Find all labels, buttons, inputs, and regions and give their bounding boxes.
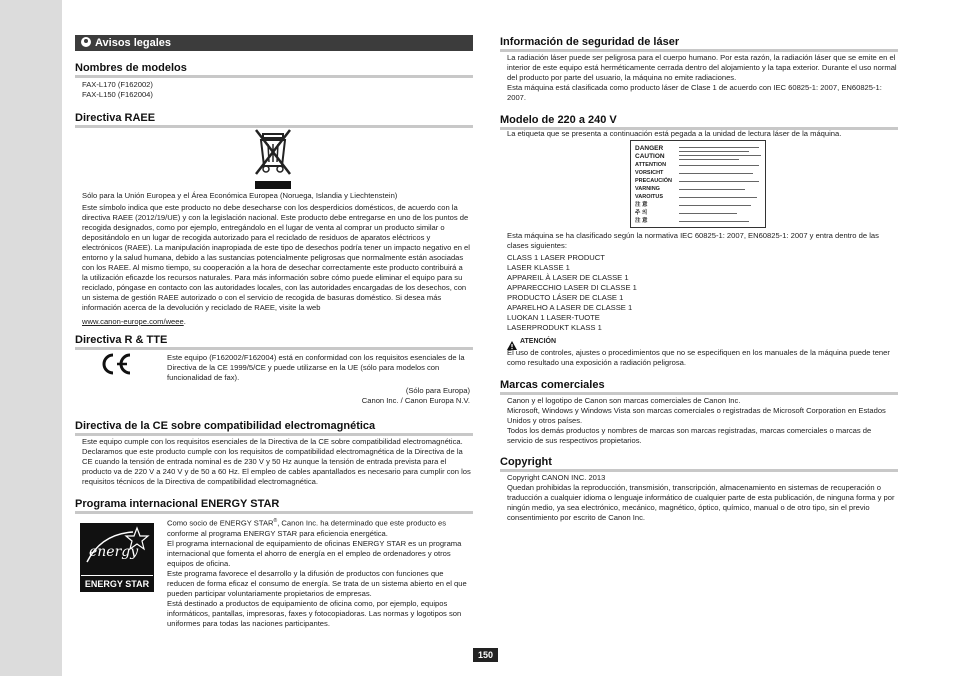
model-line: FAX-L150 (F162004): [82, 90, 153, 99]
laser-class-item: LUOKAN 1 LASER-TUOTE: [507, 313, 600, 322]
energy-p2: El programa internacional de equipamiento de oficinas ENERGY STAR es un programa internacional que fomenta el ahorro de energía en el empleo de ordenadores y otros equipos de oficina.: [167, 538, 462, 568]
label-row: VARNING: [635, 186, 660, 192]
rtte-note-company: Canon Inc. / Canon Europa N.V.: [361, 396, 470, 405]
energy-body: [167, 516, 473, 629]
model-line: FAX-L170 (F162002): [82, 80, 153, 89]
label-row: DANGER: [635, 145, 664, 152]
copyright-body: [507, 473, 897, 523]
rtte-body: Este equipo (F162002/F162004) está en conformidad con los requisitos esenciales de la Directiva de la CE 1999/5/CE y puede utilizarse en la UE (sólo para modelos con funcionalidad de fax).: [167, 353, 465, 382]
section-banner: [75, 35, 473, 51]
trademarks-p2: Microsoft, Windows y Windows Vista son marcas comerciales o registradas de Microsoft Corporation en Estados Unidos y otros países.: [507, 406, 886, 425]
energy-logo-script: energy: [89, 544, 139, 560]
energy-logo-text: ENERGY STAR: [81, 575, 153, 589]
gear-icon: [81, 37, 91, 47]
weee-link[interactable]: www.canon-europe.com/weee: [82, 317, 184, 326]
label-row: 注 意: [635, 218, 648, 224]
laser-class-item: APPARECCHIO LASER DI CLASSE 1: [507, 283, 637, 292]
laser-class-item: CLASS 1 LASER PRODUCT: [507, 253, 605, 262]
label-row: 주 의: [635, 210, 648, 216]
laser-class-item: LASER KLASSE 1: [507, 263, 570, 272]
label-row: ATTENTION: [635, 162, 667, 168]
laser-heading: Información de seguridad de láser: [500, 36, 898, 52]
weee-heading: Directiva RAEE: [75, 112, 473, 128]
model220-classified: Esta máquina se ha clasificado según la normativa IEC 60825-1: 2007, EN60825-1: 2007 y entra dentro de las clases siguientes:: [507, 231, 879, 250]
rtte-heading: Directiva R & TTE: [75, 334, 473, 350]
energy-p1a: Como socio de ENERGY STAR: [167, 518, 274, 528]
copyright-p2: Quedan prohibidas la reproducción, transmisión, transcripción, almacenamiento en sistemas de recuperación o traducción a cualquier idioma o lenguaje informático de cualquier parte de esta publicación, de ninguna forma y por ningún medio, ya sea electrónico, mecánico, magnético, óptico, químico, manual o de otro tipo, sin el previo consentimiento por escrito de Canon Inc.: [507, 483, 895, 522]
page-number: 150: [473, 648, 498, 662]
weee-link-suffix: .: [183, 317, 186, 326]
label-row: VAROITUS: [635, 194, 664, 200]
page-margin-strip: [0, 0, 62, 676]
emc-heading: Directiva de la CE sobre compatibilidad electromagnética: [75, 420, 473, 436]
copyright-p1: Copyright CANON INC. 2013: [507, 473, 606, 482]
model220-intro: La etiqueta que se presenta a continuación está pegada a la unidad de lectura láser de la máquina.: [507, 129, 842, 138]
energy-heading: Programa internacional ENERGY STAR: [75, 498, 473, 514]
crossed-out-bin-icon: [252, 126, 294, 190]
laser-p2: Esta máquina está clasificada como producto láser de Clase 1 de acuerdo con IEC 60825-1: 2007, EN60825-1: 2007.: [507, 83, 882, 102]
warning-triangle-icon: [507, 337, 517, 346]
trademarks-p1: Canon y el logotipo de Canon son marcas comerciales de Canon Inc.: [507, 396, 741, 405]
laser-class-item: LASERPRODUKT KLASS 1: [507, 323, 602, 332]
rtte-note-region: (Sólo para Europa): [405, 386, 470, 395]
caution-body: El uso de controles, ajustes o procedimientos que no se especifiquen en los manuales de la máquina puede tener como resultado una exposición a radiación peligrosa.: [507, 348, 890, 367]
trademarks-body: [507, 396, 897, 446]
energy-p3: Este programa favorece el desarrollo y la difusión de productos con funciones que reducen de forma eficaz el consumo de energía. Se trata de un sistema abierto en el que pueden participar voluntariamente propietarios de empresas.: [167, 568, 467, 598]
label-row: VORSICHT: [635, 170, 664, 176]
energy-p1-sup: ®: [273, 518, 278, 524]
trademarks-heading: Marcas comerciales: [500, 379, 898, 395]
label-row: PRECAUCIÓN: [635, 178, 672, 184]
laser-class-item: PRODUCTO LÁSER DE CLASE 1: [507, 293, 624, 302]
weee-intro: Sólo para la Unión Europea y el Área Económica Europea (Noruega, Islandia y Liechtenstein): [82, 191, 398, 200]
weee-body: [82, 203, 470, 327]
energy-p4: Está destinado a productos de equipamiento de oficina como, por ejemplo, equipos informáticos, pantallas, impresoras, faxes y fotocopiadoras. Las normas y logotipos son uniformes para todas las naciones participantes.: [167, 598, 462, 628]
trademarks-p3: Todos los demás productos y nombres de marcas son marcas registradas, marcas comerciales o marcas de servicio de sus respectivos propietarios.: [507, 426, 872, 445]
laser-class-list: [507, 253, 897, 333]
models-heading: Nombres de modelos: [75, 62, 473, 78]
ce-mark-icon: [98, 352, 132, 376]
laser-p1: La radiación láser puede ser peligrosa para el cuerpo humano. Por esta razón, la radiación láser que se emite en el interior de este equipo está herméticamente cerrada dentro del alojamiento y la tapa exterior. Durante el uso normal del producto por parte del usuario, la máquina no emite radiaciones.: [507, 53, 897, 82]
copyright-heading: Copyright: [500, 456, 898, 472]
laser-class-item: APARELHO A LASER DE CLASSE 1: [507, 303, 633, 312]
emc-body: Este equipo cumple con los requisitos esenciales de la Directiva de la CE sobre compatibilidad electromagnética. Declaramos que este producto cumple con los requisitos de compatibilidad electromagnética de la Directiva de la CE cuando la tensión de entrada nominal es de 230 V y 50 Hz aunque la tensión de entrada prevista para el producto va de 220 V a 240 V y de 50 a 60 Hz. El empleo de cables apantallados es necesario para cumplir con los requisitos técnicos de la Directiva de compatibilidad electromagnética.: [82, 437, 471, 486]
energy-p1b: , Canon Inc. ha determinado que este producto es conforme al programa ENERGY STAR para eficiencia energética.: [167, 518, 447, 538]
models-list: [82, 80, 462, 100]
label-row: CAUTION: [635, 153, 665, 160]
label-row: 注 意: [635, 202, 648, 208]
laser-class-item: APPAREIL À LASER DE CLASSE 1: [507, 273, 629, 282]
laser-body: [507, 53, 897, 103]
caution-title: ATENCIÓN: [520, 338, 557, 345]
energy-star-logo: [80, 523, 154, 592]
model220-heading: Modelo de 220 a 240 V: [500, 114, 898, 130]
weee-body-text: Este símbolo indica que este producto no debe desecharse con los desperdicios domésticos, de acuerdo con la directiva RAEE (2012/19/UE) y con la legislación nacional. Este producto debe entregarse en uno de los puntos de recogida designados, como por ejemplo, entregándolo en el lugar de venta al comprar un producto similar o depositándolo en un lugar de recogida autorizado para el reciclado de residuos de aparatos eléctricos y electrónicos (RAEE). La manipulación inapropiada de este tipo de desechos podría tener un impacto negativo en el entorno y la salud humana, debido a las sustancias potencialmente peligrosas que normalmente están asociadas con los RAEE. Al mismo tiempo, su cooperación a la hora de desechar correctamente este producto contribuirá a la utilización eficazde los recursos naturales. Para más información sobre cómo puede eliminar el equipo para su reciclado, póngase en contacto con las autoridades locales, con las autoridades encargadas de los desechos, con un sistema de gestión RAEE autorizado o con el servicio de recogida de basuras doméstico. Si desea más información acerca de la devolución y reciclado de RAEE, visite la web: [82, 203, 470, 312]
laser-warning-label: [630, 140, 766, 228]
banner-title: Avisos legales: [95, 37, 172, 49]
